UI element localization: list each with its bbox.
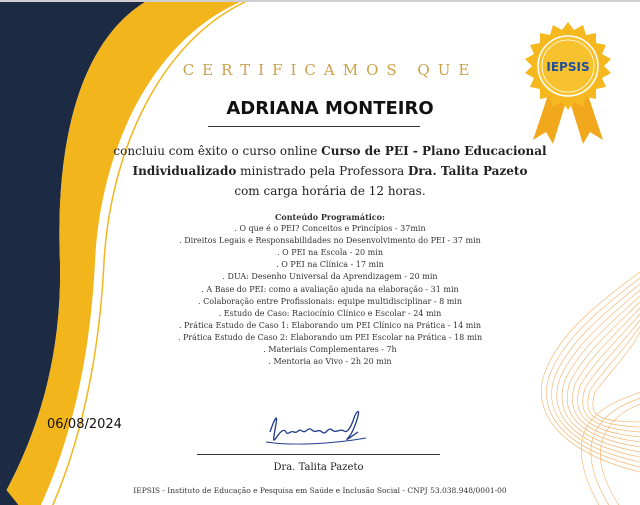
program-item: . Mentoria ao Vivo - 2h 20 min [268, 357, 392, 367]
program-item: . O PEI na Clínica - 17 min [276, 260, 384, 270]
certificate-heading: CERTIFICAMOS QUE [182, 61, 478, 79]
recipient-name: ADRIANA MONTEIRO [226, 98, 434, 119]
program-item: . Prática Estudo de Caso 2: Elaborando um PEI Escolar na Prática - 18 min [177, 332, 483, 342]
instructor-name: Dra. Talita Pazeto [407, 164, 528, 178]
body-line-3: com carga horária de 12 horas. [234, 184, 426, 198]
program-list [165, 223, 495, 368]
program-item: . Estudo de Caso: Raciocínio Clínico e Escolar - 24 min [218, 308, 442, 318]
program-content [165, 211, 495, 368]
program-item: . A Base do PEI: como a avaliação ajuda na elaboração - 31 min [201, 284, 459, 294]
body-mid: ministrado pela Professora [236, 164, 408, 178]
program-title: Conteúdo Programático: [275, 212, 385, 222]
body-line-2 [95, 161, 565, 181]
certificate-body [95, 141, 565, 201]
name-underline [208, 126, 420, 127]
program-item: . Prática Estudo de Caso 1: Elaborando um PEI Clínico na Prática - 14 min [178, 320, 482, 330]
iepsis-seal [518, 20, 618, 145]
program-item: . Materiais Complementares - 7h [263, 345, 397, 355]
wave-lines [541, 272, 640, 505]
seal-text: IEPSIS [546, 60, 590, 74]
signature-line [197, 454, 440, 455]
program-item: . Colaboração entre Profissionais: equipe multidisciplinar - 8 min [197, 296, 463, 306]
program-item: . O PEI na Escola - 20 min [277, 248, 383, 258]
issue-date: 06/08/2024 [47, 417, 122, 432]
course-name-part2: Individualizado [132, 164, 237, 178]
footer-institution: IEPSIS - Instituto de Educação e Pesquisa em Saúde e Inclusão Social - CNPJ 53.038.948/0001-00 [133, 486, 507, 495]
signature-image [262, 402, 372, 452]
body-intro: concluiu com êxito o curso online [113, 144, 322, 158]
program-item: . O que é o PEI? Conceitos e Princípios - 37min [234, 224, 426, 234]
course-name-part1: Curso de PEI - Plano Educacional [321, 144, 547, 158]
program-item: . DUA: Desenho Universal da Aprendizagem - 20 min [222, 272, 438, 282]
body-line-1 [95, 141, 565, 161]
program-item: . Direitos Legais e Responsabilidades no Desenvolvimento do PEI - 37 min [179, 236, 481, 246]
signer-name: Dra. Talita Pazeto [273, 462, 364, 473]
